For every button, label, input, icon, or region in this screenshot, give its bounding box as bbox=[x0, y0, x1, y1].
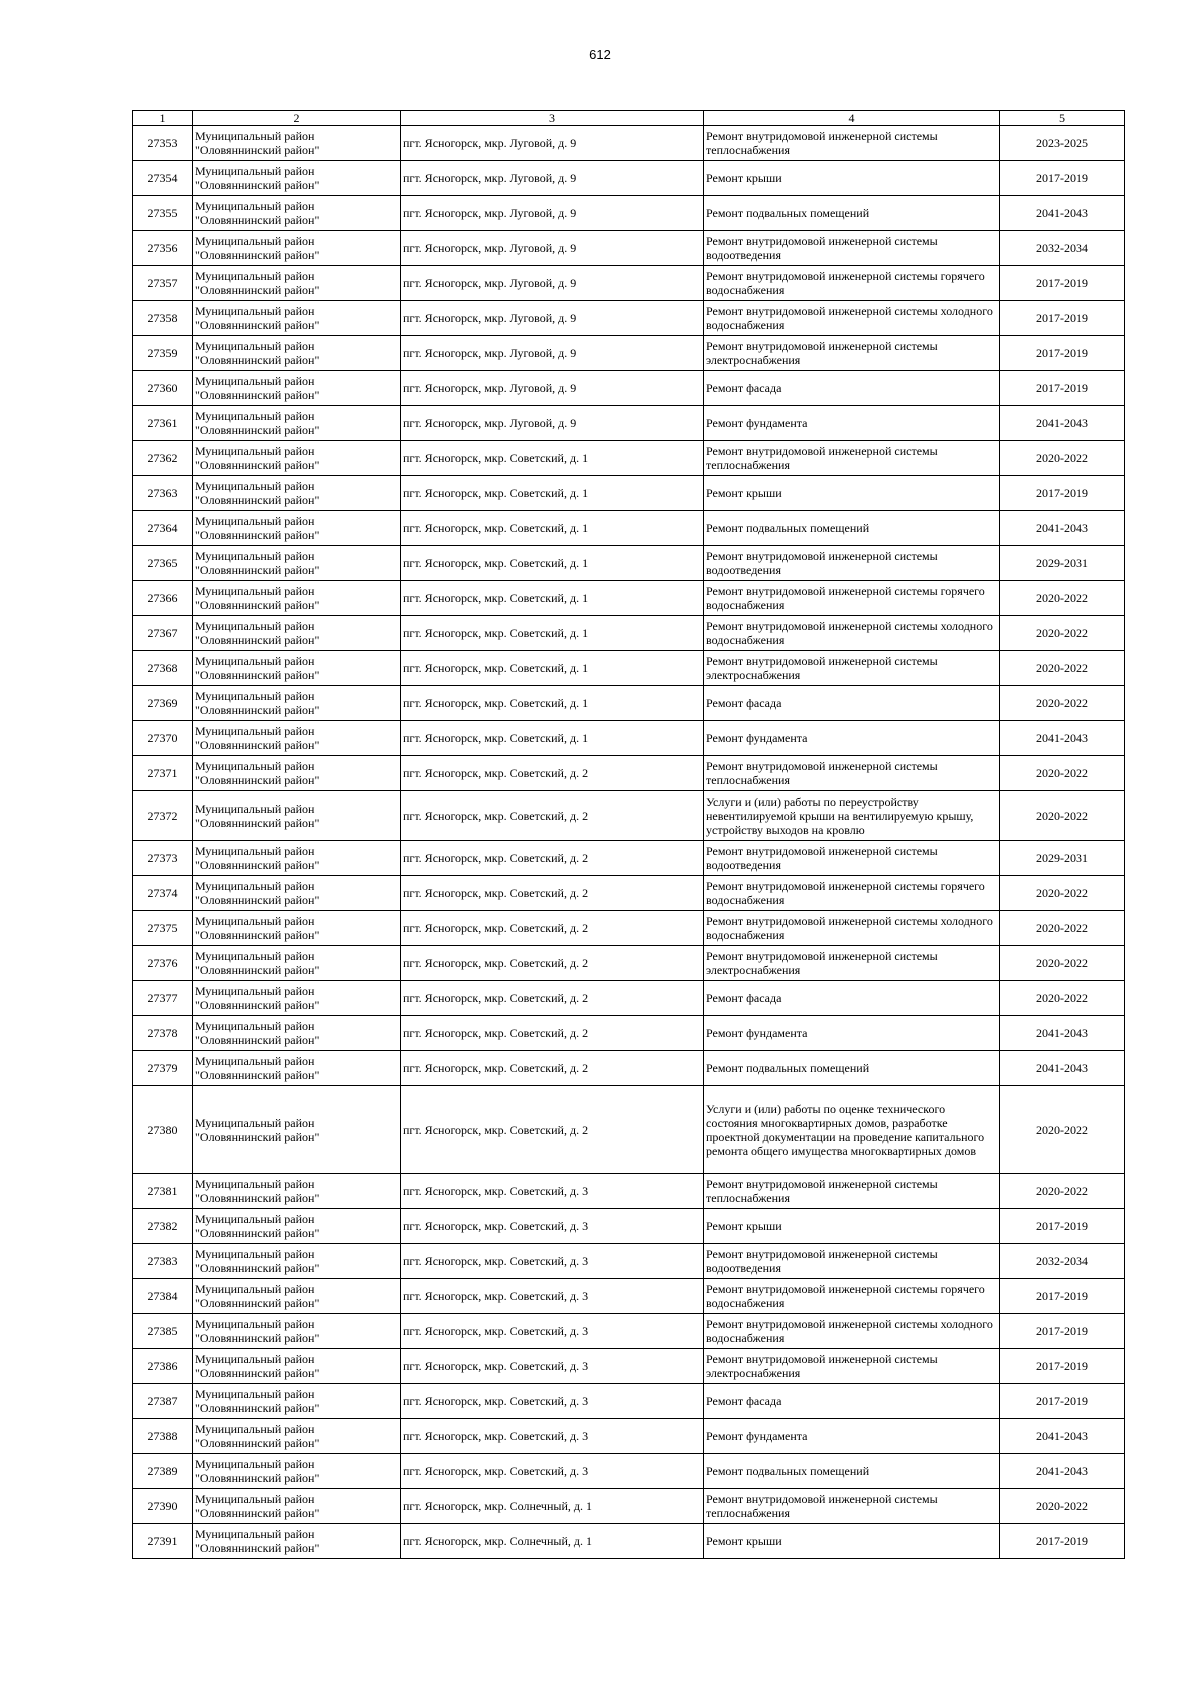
table-row bbox=[133, 161, 1125, 196]
period-cell: 2020-2022 bbox=[1000, 1489, 1125, 1524]
work-type-cell: Ремонт фасада bbox=[704, 371, 1000, 406]
row-number: 27357 bbox=[133, 266, 193, 301]
period-cell: 2017-2019 bbox=[1000, 336, 1125, 371]
address-cell: пгт. Ясногорск, мкр. Советский, д. 3 bbox=[401, 1244, 704, 1279]
table-row bbox=[133, 476, 1125, 511]
address-cell: пгт. Ясногорск, мкр. Советский, д. 1 bbox=[401, 476, 704, 511]
district-cell: Муниципальный район "Оловяннинский район" bbox=[193, 651, 401, 686]
address-cell: пгт. Ясногорск, мкр. Советский, д. 3 bbox=[401, 1314, 704, 1349]
row-number: 27376 bbox=[133, 946, 193, 981]
address-cell: пгт. Ясногорск, мкр. Луговой, д. 9 bbox=[401, 231, 704, 266]
period-cell: 2017-2019 bbox=[1000, 371, 1125, 406]
work-type-cell: Ремонт внутридомовой инженерной системы водоотведения bbox=[704, 546, 1000, 581]
repair-schedule-table bbox=[132, 110, 1125, 1559]
address-cell: пгт. Ясногорск, мкр. Советский, д. 2 bbox=[401, 946, 704, 981]
work-type-cell: Ремонт внутридомовой инженерной системы теплоснабжения bbox=[704, 756, 1000, 791]
address-cell: пгт. Ясногорск, мкр. Советский, д. 2 bbox=[401, 791, 704, 841]
district-cell: Муниципальный район "Оловяннинский район" bbox=[193, 301, 401, 336]
period-cell: 2020-2022 bbox=[1000, 876, 1125, 911]
district-cell: Муниципальный район "Оловяннинский район" bbox=[193, 1314, 401, 1349]
period-cell: 2017-2019 bbox=[1000, 1279, 1125, 1314]
work-type-cell: Ремонт внутридомовой инженерной системы водоотведения bbox=[704, 841, 1000, 876]
work-type-cell: Ремонт подвальных помещений bbox=[704, 1051, 1000, 1086]
address-cell: пгт. Ясногорск, мкр. Советский, д. 3 bbox=[401, 1454, 704, 1489]
period-cell: 2020-2022 bbox=[1000, 651, 1125, 686]
district-cell: Муниципальный район "Оловяннинский район" bbox=[193, 1051, 401, 1086]
period-cell: 2020-2022 bbox=[1000, 911, 1125, 946]
period-cell: 2032-2034 bbox=[1000, 1244, 1125, 1279]
district-cell: Муниципальный район "Оловяннинский район" bbox=[193, 371, 401, 406]
work-type-cell: Ремонт внутридомовой инженерной системы электроснабжения bbox=[704, 946, 1000, 981]
table-row bbox=[133, 841, 1125, 876]
row-number: 27372 bbox=[133, 791, 193, 841]
table-row bbox=[133, 441, 1125, 476]
district-cell: Муниципальный район "Оловяннинский район" bbox=[193, 511, 401, 546]
district-cell: Муниципальный район "Оловяннинский район" bbox=[193, 1384, 401, 1419]
table-row bbox=[133, 1279, 1125, 1314]
address-cell: пгт. Ясногорск, мкр. Советский, д. 3 bbox=[401, 1174, 704, 1209]
page-number: 612 bbox=[589, 47, 611, 62]
district-cell: Муниципальный район "Оловяннинский район" bbox=[193, 1016, 401, 1051]
district-cell: Муниципальный район "Оловяннинский район" bbox=[193, 1454, 401, 1489]
work-type-cell: Ремонт фасада bbox=[704, 1384, 1000, 1419]
column-header: 5 bbox=[1000, 111, 1125, 126]
district-cell: Муниципальный район "Оловяннинский район" bbox=[193, 336, 401, 371]
period-cell: 2020-2022 bbox=[1000, 946, 1125, 981]
row-number: 27369 bbox=[133, 686, 193, 721]
district-cell: Муниципальный район "Оловяннинский район" bbox=[193, 161, 401, 196]
period-cell: 2029-2031 bbox=[1000, 841, 1125, 876]
period-cell: 2023-2025 bbox=[1000, 126, 1125, 161]
row-number: 27378 bbox=[133, 1016, 193, 1051]
work-type-cell: Услуги и (или) работы по переустройству невентилируемой крыши на вентилируемую крышу, устройству выходов на кровлю bbox=[704, 791, 1000, 841]
period-cell: 2041-2043 bbox=[1000, 511, 1125, 546]
district-cell: Муниципальный район "Оловяннинский район" bbox=[193, 1524, 401, 1559]
address-cell: пгт. Ясногорск, мкр. Советский, д. 3 bbox=[401, 1349, 704, 1384]
district-cell: Муниципальный район "Оловяннинский район" bbox=[193, 1209, 401, 1244]
address-cell: пгт. Ясногорск, мкр. Советский, д. 1 bbox=[401, 686, 704, 721]
period-cell: 2041-2043 bbox=[1000, 1419, 1125, 1454]
period-cell: 2041-2043 bbox=[1000, 196, 1125, 231]
row-number: 27359 bbox=[133, 336, 193, 371]
table-row bbox=[133, 876, 1125, 911]
table-row bbox=[133, 336, 1125, 371]
table-row bbox=[133, 686, 1125, 721]
table-row bbox=[133, 1419, 1125, 1454]
row-number: 27373 bbox=[133, 841, 193, 876]
address-cell: пгт. Ясногорск, мкр. Советский, д. 2 bbox=[401, 841, 704, 876]
row-number: 27355 bbox=[133, 196, 193, 231]
work-type-cell: Ремонт крыши bbox=[704, 476, 1000, 511]
row-number: 27388 bbox=[133, 1419, 193, 1454]
table-row bbox=[133, 1174, 1125, 1209]
period-cell: 2041-2043 bbox=[1000, 406, 1125, 441]
work-type-cell: Ремонт внутридомовой инженерной системы теплоснабжения bbox=[704, 1489, 1000, 1524]
table-row bbox=[133, 196, 1125, 231]
district-cell: Муниципальный район "Оловяннинский район" bbox=[193, 841, 401, 876]
district-cell: Муниципальный район "Оловяннинский район" bbox=[193, 406, 401, 441]
column-header: 3 bbox=[401, 111, 704, 126]
address-cell: пгт. Ясногорск, мкр. Советский, д. 3 bbox=[401, 1384, 704, 1419]
row-number: 27358 bbox=[133, 301, 193, 336]
period-cell: 2017-2019 bbox=[1000, 1524, 1125, 1559]
work-type-cell: Ремонт внутридомовой инженерной системы теплоснабжения bbox=[704, 441, 1000, 476]
address-cell: пгт. Ясногорск, мкр. Советский, д. 3 bbox=[401, 1279, 704, 1314]
period-cell: 2017-2019 bbox=[1000, 161, 1125, 196]
work-type-cell: Ремонт внутридомовой инженерной системы горячего водоснабжения bbox=[704, 876, 1000, 911]
period-cell: 2020-2022 bbox=[1000, 686, 1125, 721]
district-cell: Муниципальный район "Оловяннинский район" bbox=[193, 476, 401, 511]
district-cell: Муниципальный район "Оловяннинский район" bbox=[193, 1419, 401, 1454]
period-cell: 2020-2022 bbox=[1000, 756, 1125, 791]
address-cell: пгт. Ясногорск, мкр. Советский, д. 2 bbox=[401, 1086, 704, 1174]
work-type-cell: Ремонт внутридомовой инженерной системы водоотведения bbox=[704, 1244, 1000, 1279]
table-row bbox=[133, 1524, 1125, 1559]
table-row bbox=[133, 511, 1125, 546]
period-cell: 2017-2019 bbox=[1000, 301, 1125, 336]
address-cell: пгт. Ясногорск, мкр. Советский, д. 2 bbox=[401, 756, 704, 791]
period-cell: 2041-2043 bbox=[1000, 721, 1125, 756]
work-type-cell: Ремонт фундамента bbox=[704, 1419, 1000, 1454]
work-type-cell: Ремонт внутридомовой инженерной системы холодного водоснабжения bbox=[704, 911, 1000, 946]
address-cell: пгт. Ясногорск, мкр. Советский, д. 3 bbox=[401, 1419, 704, 1454]
district-cell: Муниципальный район "Оловяннинский район" bbox=[193, 196, 401, 231]
table-row bbox=[133, 1349, 1125, 1384]
column-header: 4 bbox=[704, 111, 1000, 126]
work-type-cell: Ремонт подвальных помещений bbox=[704, 196, 1000, 231]
table-row bbox=[133, 1051, 1125, 1086]
work-type-cell: Ремонт фасада bbox=[704, 981, 1000, 1016]
period-cell: 2041-2043 bbox=[1000, 1016, 1125, 1051]
row-number: 27379 bbox=[133, 1051, 193, 1086]
period-cell: 2020-2022 bbox=[1000, 616, 1125, 651]
district-cell: Муниципальный район "Оловяннинский район" bbox=[193, 911, 401, 946]
row-number: 27366 bbox=[133, 581, 193, 616]
work-type-cell: Ремонт внутридомовой инженерной системы электроснабжения bbox=[704, 651, 1000, 686]
district-cell: Муниципальный район "Оловяннинский район" bbox=[193, 441, 401, 476]
row-number: 27384 bbox=[133, 1279, 193, 1314]
address-cell: пгт. Ясногорск, мкр. Советский, д. 1 bbox=[401, 511, 704, 546]
work-type-cell: Ремонт внутридомовой инженерной системы горячего водоснабжения bbox=[704, 1279, 1000, 1314]
work-type-cell: Ремонт крыши bbox=[704, 161, 1000, 196]
table-row bbox=[133, 581, 1125, 616]
district-cell: Муниципальный район "Оловяннинский район" bbox=[193, 981, 401, 1016]
table-row bbox=[133, 406, 1125, 441]
table-row bbox=[133, 981, 1125, 1016]
table-row bbox=[133, 231, 1125, 266]
district-cell: Муниципальный район "Оловяннинский район" bbox=[193, 581, 401, 616]
period-cell: 2020-2022 bbox=[1000, 981, 1125, 1016]
row-number: 27380 bbox=[133, 1086, 193, 1174]
district-cell: Муниципальный район "Оловяннинский район" bbox=[193, 546, 401, 581]
table-row bbox=[133, 371, 1125, 406]
row-number: 27386 bbox=[133, 1349, 193, 1384]
address-cell: пгт. Ясногорск, мкр. Луговой, д. 9 bbox=[401, 126, 704, 161]
district-cell: Муниципальный район "Оловяннинский район" bbox=[193, 791, 401, 841]
address-cell: пгт. Ясногорск, мкр. Советский, д. 3 bbox=[401, 1209, 704, 1244]
row-number: 27377 bbox=[133, 981, 193, 1016]
table-row bbox=[133, 1489, 1125, 1524]
district-cell: Муниципальный район "Оловяннинский район" bbox=[193, 266, 401, 301]
district-cell: Муниципальный район "Оловяннинский район" bbox=[193, 1489, 401, 1524]
row-number: 27371 bbox=[133, 756, 193, 791]
address-cell: пгт. Ясногорск, мкр. Советский, д. 1 bbox=[401, 441, 704, 476]
table-row bbox=[133, 616, 1125, 651]
table-row bbox=[133, 1314, 1125, 1349]
period-cell: 2020-2022 bbox=[1000, 581, 1125, 616]
district-cell: Муниципальный район "Оловяннинский район" bbox=[193, 126, 401, 161]
row-number: 27390 bbox=[133, 1489, 193, 1524]
row-number: 27353 bbox=[133, 126, 193, 161]
row-number: 27361 bbox=[133, 406, 193, 441]
table-row bbox=[133, 756, 1125, 791]
table-row bbox=[133, 651, 1125, 686]
row-number: 27391 bbox=[133, 1524, 193, 1559]
row-number: 27364 bbox=[133, 511, 193, 546]
address-cell: пгт. Ясногорск, мкр. Луговой, д. 9 bbox=[401, 161, 704, 196]
row-number: 27381 bbox=[133, 1174, 193, 1209]
address-cell: пгт. Ясногорск, мкр. Луговой, д. 9 bbox=[401, 266, 704, 301]
period-cell: 2020-2022 bbox=[1000, 1086, 1125, 1174]
table-row bbox=[133, 1384, 1125, 1419]
work-type-cell: Ремонт внутридомовой инженерной системы электроснабжения bbox=[704, 1349, 1000, 1384]
row-number: 27367 bbox=[133, 616, 193, 651]
table-row bbox=[133, 1086, 1125, 1174]
district-cell: Муниципальный район "Оловяннинский район" bbox=[193, 616, 401, 651]
district-cell: Муниципальный район "Оловяннинский район" bbox=[193, 1349, 401, 1384]
period-cell: 2017-2019 bbox=[1000, 476, 1125, 511]
address-cell: пгт. Ясногорск, мкр. Советский, д. 2 bbox=[401, 1051, 704, 1086]
address-cell: пгт. Ясногорск, мкр. Луговой, д. 9 bbox=[401, 336, 704, 371]
work-type-cell: Ремонт фундамента bbox=[704, 1016, 1000, 1051]
row-number: 27362 bbox=[133, 441, 193, 476]
row-number: 27375 bbox=[133, 911, 193, 946]
period-cell: 2041-2043 bbox=[1000, 1051, 1125, 1086]
work-type-cell: Ремонт внутридомовой инженерной системы холодного водоснабжения bbox=[704, 1314, 1000, 1349]
address-cell: пгт. Ясногорск, мкр. Советский, д. 2 bbox=[401, 1016, 704, 1051]
period-cell: 2020-2022 bbox=[1000, 441, 1125, 476]
period-cell: 2017-2019 bbox=[1000, 1314, 1125, 1349]
period-cell: 2032-2034 bbox=[1000, 231, 1125, 266]
table-row bbox=[133, 1209, 1125, 1244]
row-number: 27383 bbox=[133, 1244, 193, 1279]
address-cell: пгт. Ясногорск, мкр. Советский, д. 1 bbox=[401, 581, 704, 616]
row-number: 27374 bbox=[133, 876, 193, 911]
district-cell: Муниципальный район "Оловяннинский район" bbox=[193, 946, 401, 981]
period-cell: 2017-2019 bbox=[1000, 266, 1125, 301]
row-number: 27356 bbox=[133, 231, 193, 266]
district-cell: Муниципальный район "Оловяннинский район" bbox=[193, 1174, 401, 1209]
address-cell: пгт. Ясногорск, мкр. Советский, д. 1 bbox=[401, 616, 704, 651]
table-row bbox=[133, 266, 1125, 301]
period-cell: 2041-2043 bbox=[1000, 1454, 1125, 1489]
column-number-row bbox=[133, 111, 1125, 126]
table-row bbox=[133, 721, 1125, 756]
table-row bbox=[133, 791, 1125, 841]
row-number: 27387 bbox=[133, 1384, 193, 1419]
work-type-cell: Ремонт подвальных помещений bbox=[704, 1454, 1000, 1489]
work-type-cell: Ремонт внутридомовой инженерной системы горячего водоснабжения bbox=[704, 581, 1000, 616]
district-cell: Муниципальный район "Оловяннинский район" bbox=[193, 756, 401, 791]
district-cell: Муниципальный район "Оловяннинский район" bbox=[193, 1086, 401, 1174]
work-type-cell: Ремонт внутридомовой инженерной системы теплоснабжения bbox=[704, 126, 1000, 161]
work-type-cell: Ремонт внутридомовой инженерной системы водоотведения bbox=[704, 231, 1000, 266]
table-row bbox=[133, 946, 1125, 981]
district-cell: Муниципальный район "Оловяннинский район" bbox=[193, 1279, 401, 1314]
address-cell: пгт. Ясногорск, мкр. Советский, д. 2 bbox=[401, 981, 704, 1016]
table-body bbox=[133, 126, 1125, 1559]
work-type-cell: Ремонт внутридомовой инженерной системы электроснабжения bbox=[704, 336, 1000, 371]
period-cell: 2020-2022 bbox=[1000, 791, 1125, 841]
work-type-cell: Ремонт внутридомовой инженерной системы холодного водоснабжения bbox=[704, 616, 1000, 651]
district-cell: Муниципальный район "Оловяннинский район" bbox=[193, 231, 401, 266]
period-cell: 2029-2031 bbox=[1000, 546, 1125, 581]
district-cell: Муниципальный район "Оловяннинский район" bbox=[193, 721, 401, 756]
table-row bbox=[133, 126, 1125, 161]
table-row bbox=[133, 1244, 1125, 1279]
work-type-cell: Услуги и (или) работы по оценке технического состояния многоквартирных домов, разработке проектной документации на проведение капитального ремонта общего имущества многоквартирных домов bbox=[704, 1086, 1000, 1174]
period-cell: 2020-2022 bbox=[1000, 1174, 1125, 1209]
district-cell: Муниципальный район "Оловяннинский район" bbox=[193, 686, 401, 721]
row-number: 27382 bbox=[133, 1209, 193, 1244]
row-number: 27389 bbox=[133, 1454, 193, 1489]
work-type-cell: Ремонт фасада bbox=[704, 686, 1000, 721]
work-type-cell: Ремонт фундамента bbox=[704, 721, 1000, 756]
table-row bbox=[133, 546, 1125, 581]
address-cell: пгт. Ясногорск, мкр. Луговой, д. 9 bbox=[401, 301, 704, 336]
address-cell: пгт. Ясногорск, мкр. Советский, д. 2 bbox=[401, 911, 704, 946]
address-cell: пгт. Ясногорск, мкр. Солнечный, д. 1 bbox=[401, 1524, 704, 1559]
table-row bbox=[133, 301, 1125, 336]
work-type-cell: Ремонт фундамента bbox=[704, 406, 1000, 441]
work-type-cell: Ремонт внутридомовой инженерной системы холодного водоснабжения bbox=[704, 301, 1000, 336]
address-cell: пгт. Ясногорск, мкр. Советский, д. 2 bbox=[401, 876, 704, 911]
address-cell: пгт. Ясногорск, мкр. Луговой, д. 9 bbox=[401, 196, 704, 231]
district-cell: Муниципальный район "Оловяннинский район" bbox=[193, 876, 401, 911]
work-type-cell: Ремонт подвальных помещений bbox=[704, 511, 1000, 546]
work-type-cell: Ремонт внутридомовой инженерной системы горячего водоснабжения bbox=[704, 266, 1000, 301]
table-row bbox=[133, 1454, 1125, 1489]
column-header: 1 bbox=[133, 111, 193, 126]
work-type-cell: Ремонт крыши bbox=[704, 1209, 1000, 1244]
row-number: 27385 bbox=[133, 1314, 193, 1349]
address-cell: пгт. Ясногорск, мкр. Советский, д. 1 bbox=[401, 721, 704, 756]
row-number: 27360 bbox=[133, 371, 193, 406]
row-number: 27354 bbox=[133, 161, 193, 196]
row-number: 27363 bbox=[133, 476, 193, 511]
row-number: 27365 bbox=[133, 546, 193, 581]
row-number: 27370 bbox=[133, 721, 193, 756]
column-header: 2 bbox=[193, 111, 401, 126]
table-row bbox=[133, 911, 1125, 946]
address-cell: пгт. Ясногорск, мкр. Луговой, д. 9 bbox=[401, 406, 704, 441]
address-cell: пгт. Ясногорск, мкр. Советский, д. 1 bbox=[401, 651, 704, 686]
work-type-cell: Ремонт внутридомовой инженерной системы теплоснабжения bbox=[704, 1174, 1000, 1209]
address-cell: пгт. Ясногорск, мкр. Солнечный, д. 1 bbox=[401, 1489, 704, 1524]
address-cell: пгт. Ясногорск, мкр. Луговой, д. 9 bbox=[401, 371, 704, 406]
address-cell: пгт. Ясногорск, мкр. Советский, д. 1 bbox=[401, 546, 704, 581]
district-cell: Муниципальный район "Оловяннинский район" bbox=[193, 1244, 401, 1279]
work-type-cell: Ремонт крыши bbox=[704, 1524, 1000, 1559]
table-row bbox=[133, 1016, 1125, 1051]
period-cell: 2017-2019 bbox=[1000, 1384, 1125, 1419]
period-cell: 2017-2019 bbox=[1000, 1209, 1125, 1244]
row-number: 27368 bbox=[133, 651, 193, 686]
period-cell: 2017-2019 bbox=[1000, 1349, 1125, 1384]
